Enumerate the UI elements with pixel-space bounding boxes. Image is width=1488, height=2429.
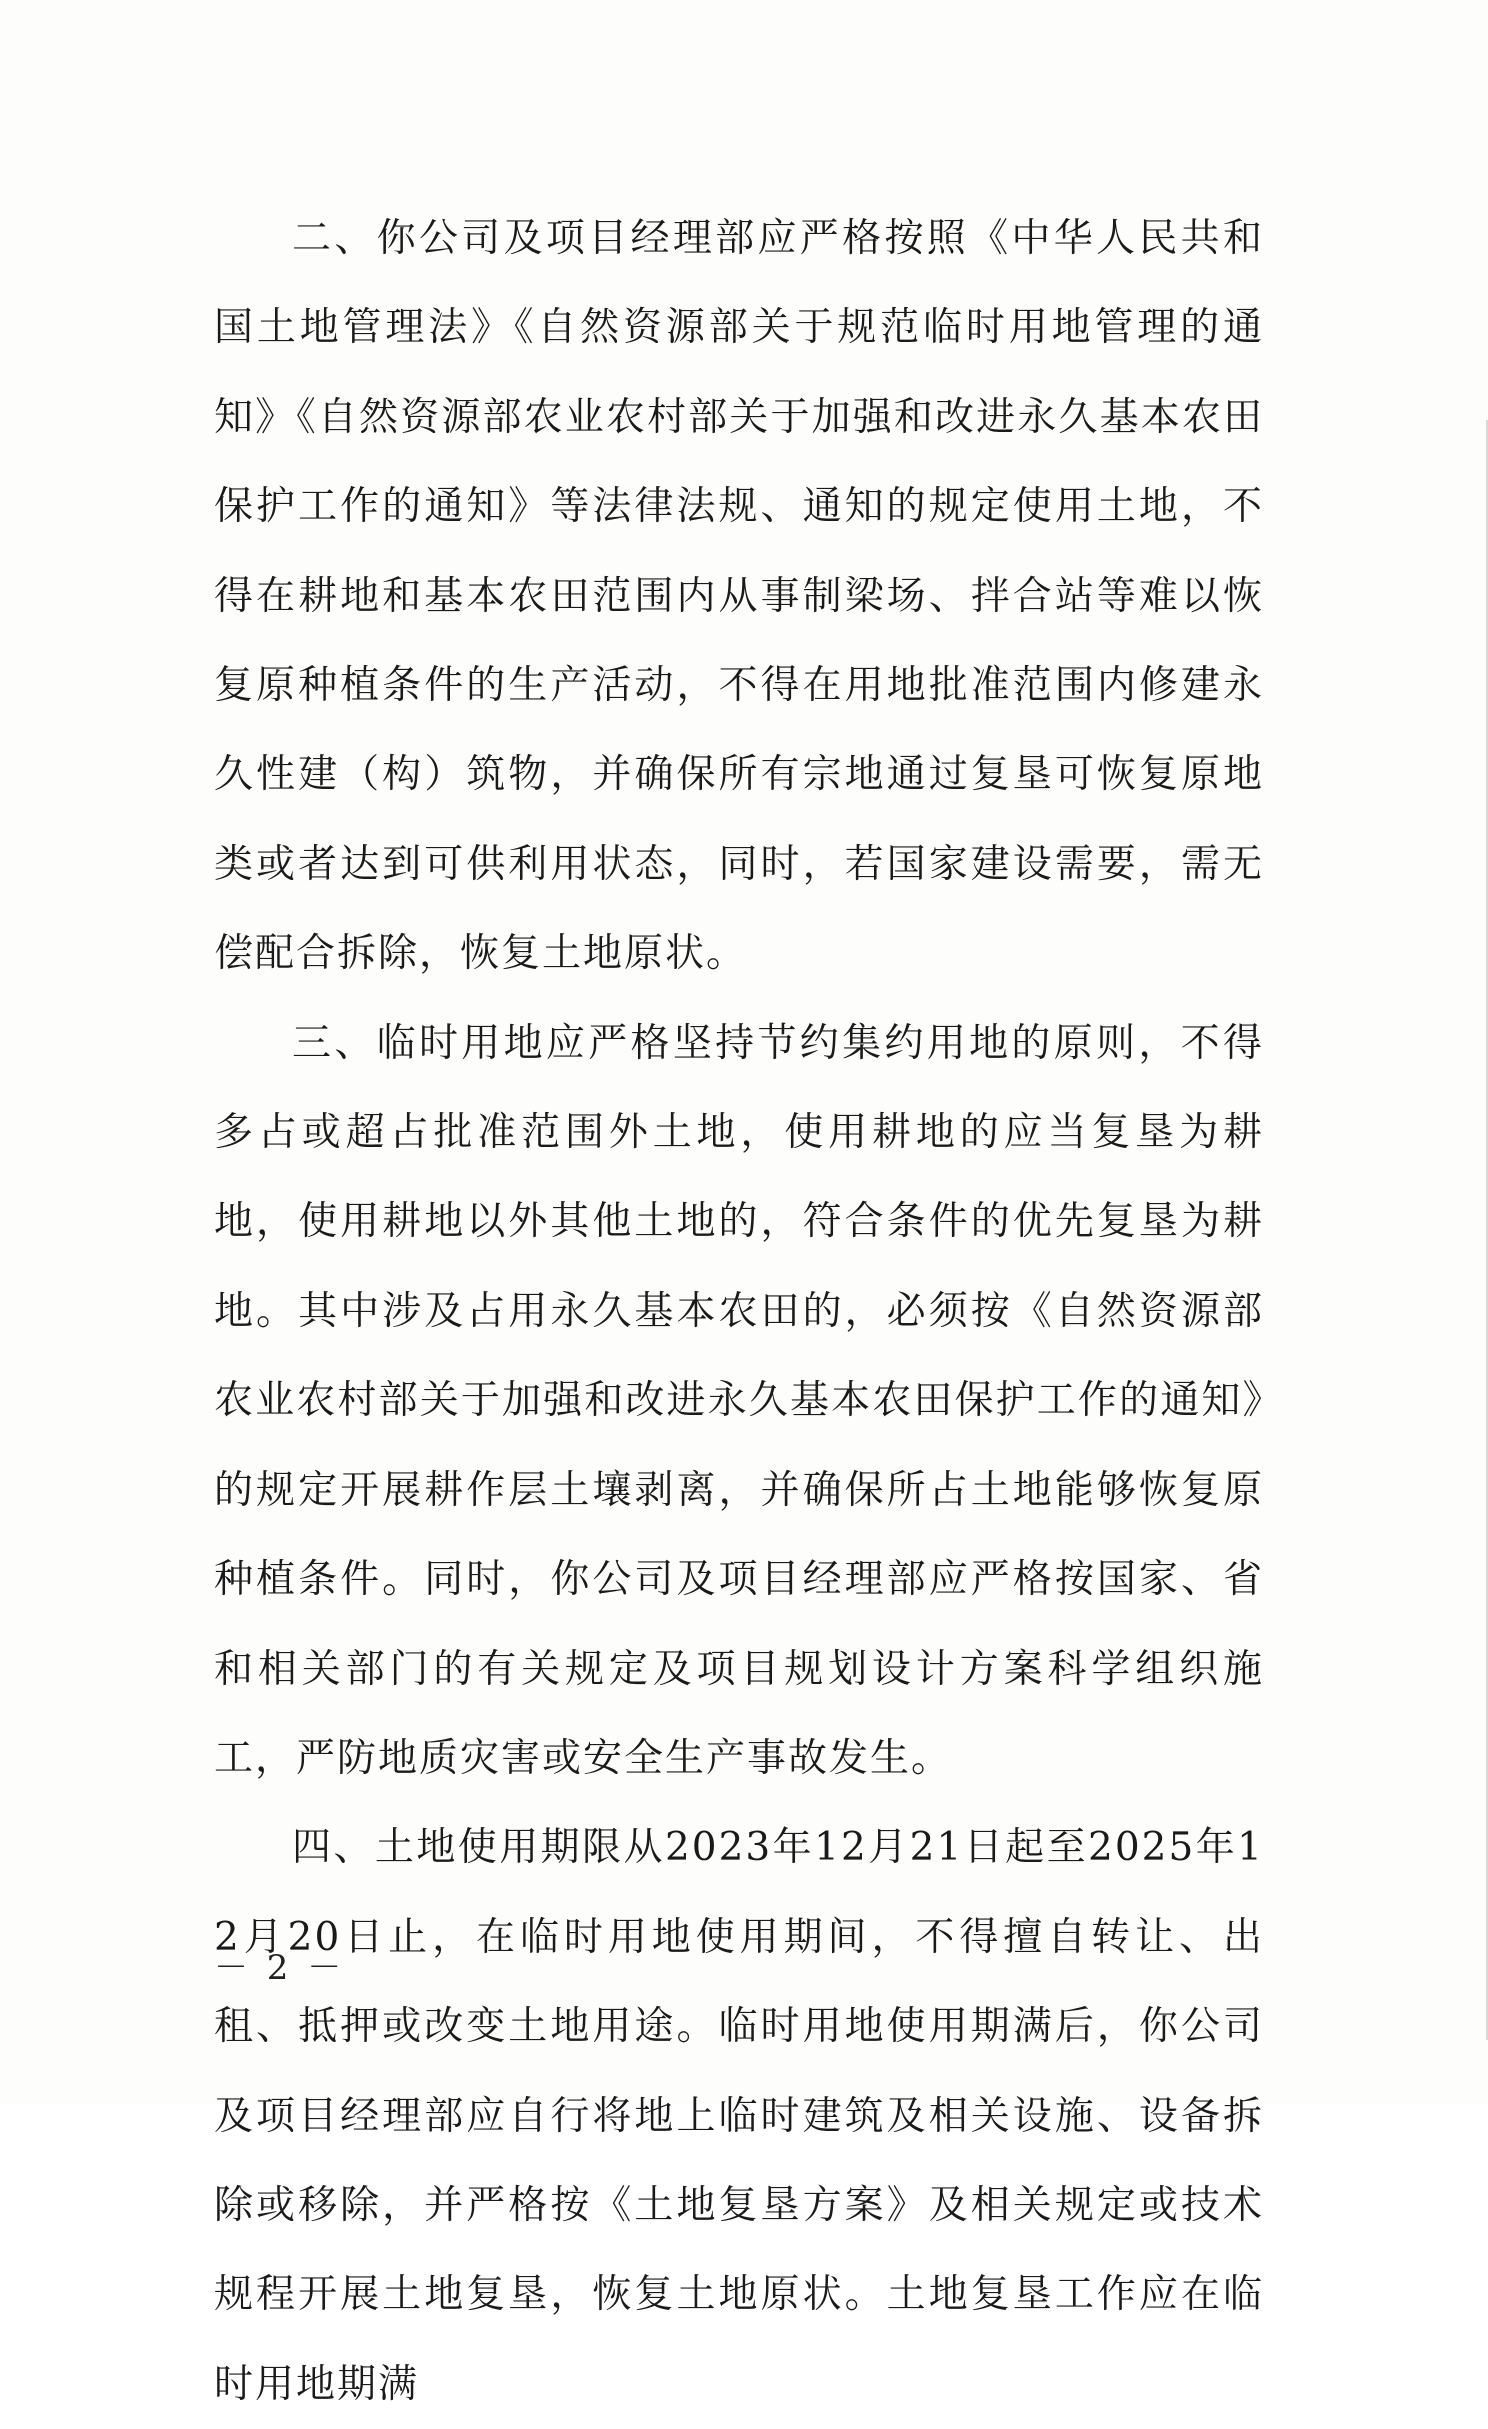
document-body (214, 194, 1264, 2429)
page-number: － 2 － (214, 1948, 346, 1988)
paragraph-3: 三、临时用地应严格坚持节约集约用地的原则，不得多占或超占批准范围外土地，使用耕地的应当复垦为耕地，使用耕地以外其他土地的，符合条件的优先复垦为耕地。其中涉及占用永久基本农田的，必须按《自然资源部农业农村部关于加强和改进永久基本农田保护工作的通知》的规定开展耕作层土壤剥离，并确保所占土地能够恢复原种植条件。同时，你公司及项目经理部应严格按国家、省和相关部门的有关规定及项目规划设计方案科学组织施工，严防地质灾害或安全生产事故发生。 (214, 1020, 1264, 1781)
paragraph-2: 二、你公司及项目经理部应严格按照《中华人民共和国土地管理法》《自然资源部关于规范临时用地管理的通知》《自然资源部农业农村部关于加强和改进永久基本农田保护工作的通知》等法律法规、通知的规定使用土地，不得在耕地和基本农田范围内从事制梁场、拌合站等难以恢复原种植条件的生产活动，不得在用地批准范围内修建永久性建（构）筑物，并确保所有宗地通过复垦可恢复原地类或者达到可供利用状态，同时，若国家建设需要，需无偿配合拆除，恢复土地原状。 (214, 216, 1264, 977)
paragraph-4: 四、土地使用期限从2023年12月21日起至2025年12月20日止，在临时用地使用期间，不得擅自转让、出租、抵押或改变土地用途。临时用地使用期满后，你公司及项目经理部应自行将地上临时建筑及相关设施、设备拆除或移除，并严格按《土地复垦方案》及相关规定或技术规程开展土地复垦，恢复土地原状。土地复垦工作应在临时用地期满 (214, 1825, 1264, 2407)
